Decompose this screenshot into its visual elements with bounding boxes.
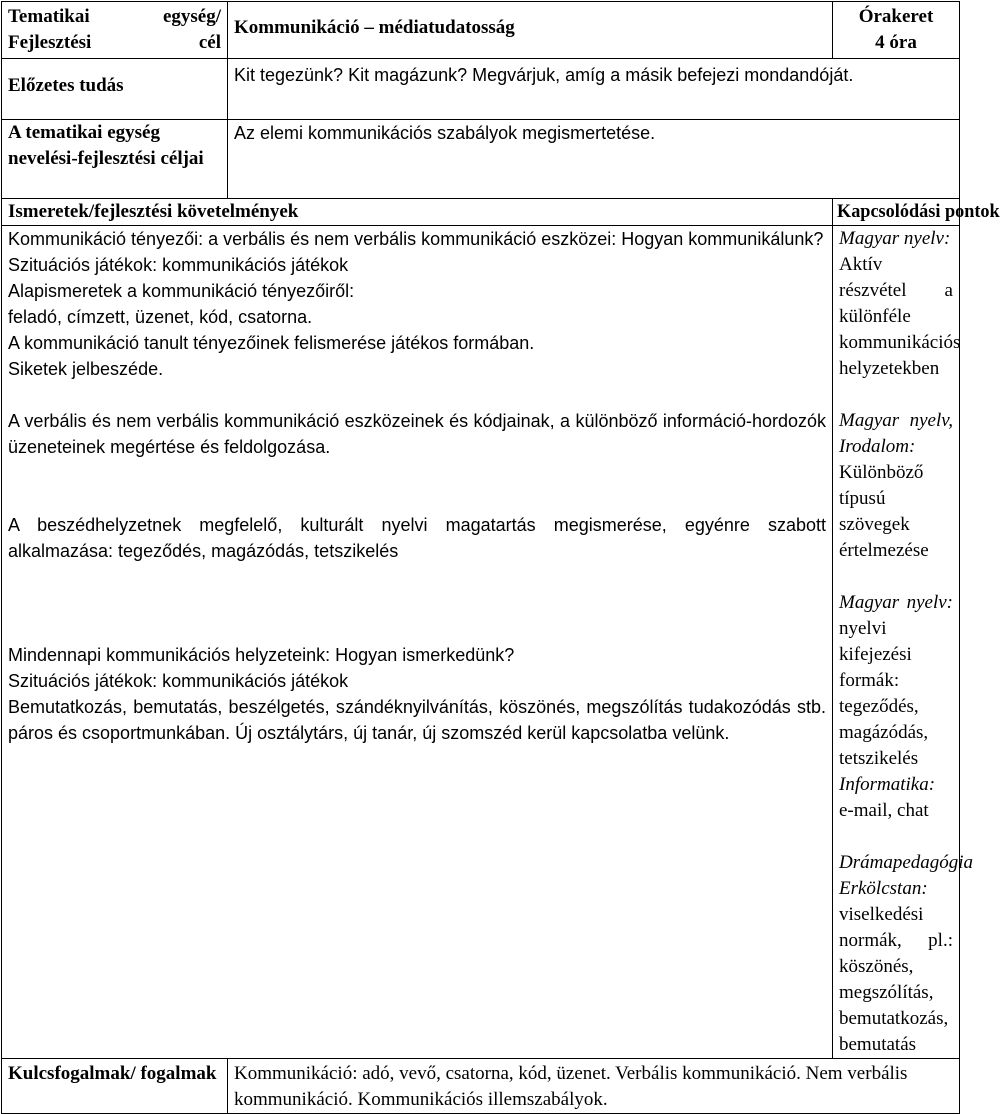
requirements-cell [2, 226, 833, 1059]
column-left-title: Ismeretek/fejlesztési követelmények [2, 199, 833, 226]
unit-label: Tematikai egység/ Fejlesztési cél [2, 2, 228, 59]
hours-cell [833, 2, 960, 59]
connections-cell [833, 226, 974, 1059]
goals-row [2, 120, 960, 199]
requirement-block: Mindennapi kommunikációs helyzeteink: Hogyan ismerkedünk? Szituációs játékok: kommunikációs játékok Bemutatkozás, bemutatás, beszélgetés, szándéknyilvánítás, köszönés, megszólítás tudakozódás stb. páros és csoportmunkában. Új osztálytárs, új tanár, új szomszéd kerül kapcsolatba velünk. [8, 645, 826, 743]
requirement-block: Kommunikáció tényezői: a verbális és nem verbális kommunikáció eszközei: Hogyan kommunikálunk? Szituációs játékok: kommunikációs játékok Alapismeretek a kommunikáció tényezőiről: feladó, címzett, üzenet, kód, csatorna. A kommunikáció tanult tényezőinek felismerése játékos formában. Siketek jelbeszéde. [8, 229, 824, 379]
column-right-title: Kapcsolódási pontok [833, 199, 960, 226]
keywords-row [2, 1059, 960, 1114]
connection-block: Magyar nyelv: Aktív részvétel a különféle kommunikációs helyzetekben [839, 228, 961, 379]
goals-value: Az elemi kommunikációs szabályok megismertetése. [228, 120, 960, 199]
content-row [2, 226, 960, 1059]
hours-label: Órakeret [858, 6, 934, 27]
requirement-block: A verbális és nem verbális kommunikáció eszközeinek és kódjainak, a különböző információ-hordozók üzeneteinek megértése és feldolgozása. [8, 411, 826, 457]
unit-value: Kommunikáció – médiatudatosság [228, 2, 833, 59]
prior-row [2, 59, 960, 120]
prior-value: Kit tegezünk? Kit magázunk? Megvárjuk, amíg a másik befejezi mondandóját. [228, 59, 960, 120]
keywords-label: Kulcsfogalmak/ fogalmak [2, 1059, 228, 1114]
goals-label: A tematikai egység nevelési-fejlesztési céljai [2, 120, 228, 199]
curriculum-page [0, 1, 1000, 1110]
connection-block: Magyar nyelv: nyelvi kifejezési formák: tegeződés, magázódás, tetszikelés Informatika: e-mail, chat [839, 592, 953, 821]
curriculum-table [1, 1, 1000, 1114]
prior-label: Előzetes tudás [2, 59, 228, 120]
connection-block: Drámapedagógia Erkölcstan: viselkedési normák, pl.: köszönés, megszólítás, bemutatkozás, bemutatás [839, 852, 974, 1055]
header-row [2, 2, 960, 59]
keywords-value: Kommunikáció: adó, vevő, csatorna, kód, üzenet. Verbális kommunikáció. Nem verbális kommunikáció. Kommunikációs illemszabályok. [228, 1059, 960, 1114]
connection-block: Magyar nyelv, Irodalom: Különböző típusú szövegek értelmezése [839, 410, 953, 561]
requirement-block: A beszédhelyzetnek megfelelő, kulturált nyelvi magatartás megismerése, egyénre szabott alkalmazása: tegeződés, magázódás, tetszikelés [8, 515, 826, 561]
columns-row [2, 199, 960, 226]
hours-value: 4 óra [875, 32, 917, 53]
